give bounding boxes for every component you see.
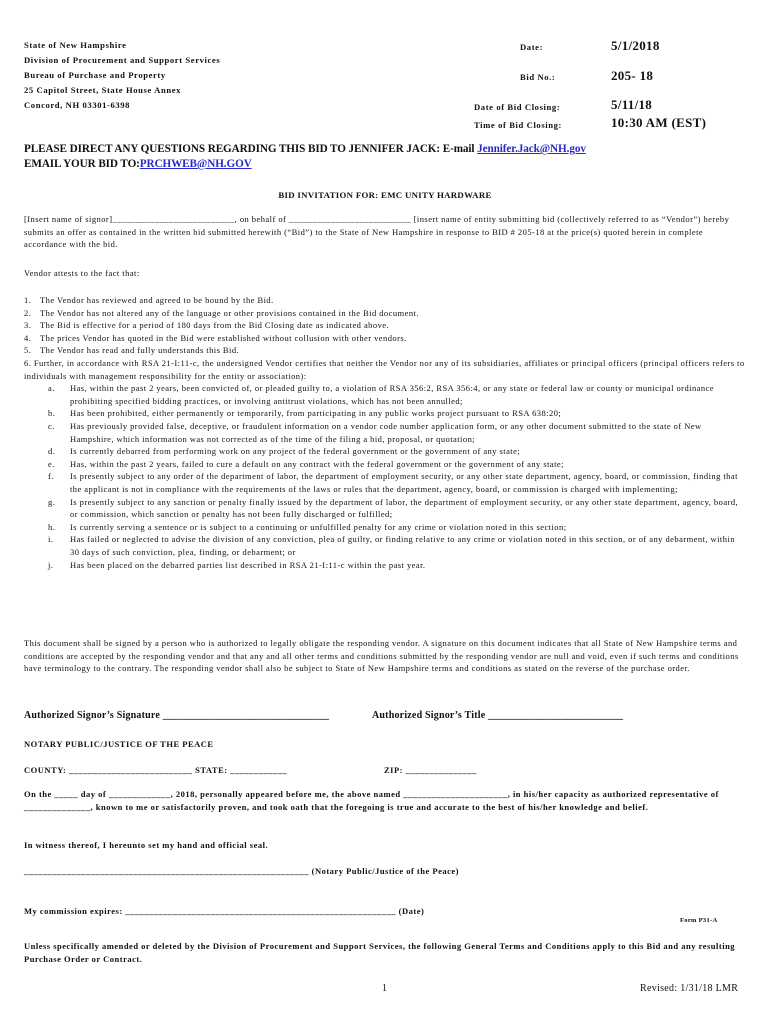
witness-line: In witness thereof, I hereunto set my hand and official seal. [24,840,269,850]
attests-line: Vendor attests to the fact that: [24,268,140,278]
list-item: c. Has previously provided false, deceptive, or fraudulent information on a vendor code number application form, or any other document submitted to the state of New Hampshire, which information was not corrected as of the time of the filing a bid, proposal, or quotation; [48,420,702,444]
org-line-state: State of New Hampshire [24,40,127,50]
questions-text: PLEASE DIRECT ANY QUESTIONS REGARDING THIS BID TO JENNIFER JACK: E-mail [24,143,478,155]
signature-paragraph: This document shall be signed by a person who is authorized to legally obligate the responding vendor. A signature on this document indicates that all State of New Hampshire terms and conditions are accepted by the responding vendor and that any and all other terms and conditions submitted by the responding vendor are null and void, even if such terms and conditions have terminology to the contrary. The responding vendor shall also be subject to State of New Hampshire terms and conditions as stated on the reverse of the purchase order. [24,638,739,674]
revised-date: Revised: 1/31/18 LMR [640,983,739,994]
list-item: e. Has, within the past 2 years, failed to cure a default on any contract with the federal government or the government of any state; [48,458,564,469]
signor-title-field[interactable]: Authorized Signor’s Title __________________________ [372,710,624,721]
notary-heading: NOTARY PUBLIC/JUSTICE OF THE PEACE [24,739,214,749]
list-item: 2. The Vendor has not altered any of the language or other provisions contained in the Bid document. [24,307,419,318]
zip-field[interactable]: ZIP: _______________ [384,765,477,775]
page-number: 1 [382,983,388,994]
notary-oath-paragraph: On the _____ day of _____________, 2018, personally appeared before me, the above named ______________________, in his/her capacity as authorized representative of ______________, known to me or satisfactorily proven, and took oath that the foregoing is true and accurate to the best of his/her knowledge and belief. [24,789,719,812]
list-item: f. Is presently subject to any order of the department of labor, the department of employment security, or any other state department, agency, board, or commission, finding that the applicant is not in compliance with the requirements of the laws or rules that the department, agency, board, or commission is charged with implementing; [48,471,738,494]
org-line-bureau: Bureau of Purchase and Property [24,70,166,80]
org-address-block [24,38,284,113]
closing-time-value: 10:30 AM (EST) [611,115,707,130]
item-6-text: 6. Further, in accordance with RSA 21-I:11-c, the undersigned Vendor certifies that neither the Vendor nor any of its subsidiaries, affiliates or principal officers (principal officers refers to individuals with management responsibility for the entity or association): [24,358,745,381]
disqualification-list [24,382,746,571]
date-label: Date: [520,42,544,52]
list-item: b. Has been prohibited, either permanently or temporarily, from participating in any public works project pursuant to RSA 638:20; [48,408,562,419]
list-item: 4. The prices Vendor has quoted in the Bid were established without collusion with other vendors. [24,332,407,343]
list-item: j. Has been placed on the debarred parties list described in RSA 21-I:11-c within the past year. [48,559,426,570]
intro-paragraph: [Insert name of signor]__________________________, on behalf of __________________________ [insert name of entity submitting bid (collectively referred to as “Vendor”) hereby submits an offer as contained in the written bid submitted herewith (“Bid”) to the State of New Hampshire in response to BID # 205-18 at the price(s) quoted herein in complete accordance with the bid. [24,214,730,250]
commission-expires-field[interactable]: My commission expires: _________________________________________________________ (Date) [24,906,425,916]
closing-date-label: Date of Bid Closing: [474,102,561,112]
general-terms-note: Unless specifically amended or deleted by the Division of Procurement and Support Services, the following General Terms and Conditions apply to this Bid and any resulting Purchase Order or Contract. [24,941,736,964]
signor-signature-field[interactable]: Authorized Signor’s Signature ________________________________ [24,710,330,721]
list-item: a. Has, within the past 2 years, been convicted of, or pleaded guilty to, a violation of RSA 356:2, RSA 356:4, or any state or federal law or county or municipal ordinance prohibiting specified bidding practices, or involving antitrust violations, which has not been annulled; [48,383,715,406]
questions-directive [24,142,754,172]
list-item: 5. The Vendor has read and fully understands this Bid. [24,345,240,356]
bid-title: BID INVITATION FOR: EMC UNITY HARDWARE [278,190,492,200]
closing-date-value: 5/11/18 [611,97,653,112]
submit-text: EMAIL YOUR BID TO: [24,158,140,170]
closing-time-label: Time of Bid Closing: [474,120,563,130]
notary-signature-field[interactable]: ____________________________________________________________ (Notary Public/Justice of the Peace) [24,866,459,876]
list-item: h. Is currently serving a sentence or is subject to a continuing or unfulfilled penalty for any crime or violation noted in this section; [48,521,567,532]
bid-no-value: 205- 18 [611,68,654,83]
date-value: 5/1/2018 [611,38,660,53]
item-6-block [24,357,746,571]
county-state-field[interactable]: COUNTY: __________________________ STATE: ____________ [24,765,288,775]
org-line-city: Concord, NH 03301-6398 [24,100,131,110]
org-line-division: Division of Procurement and Support Services [24,55,221,65]
list-item: i. Has failed or neglected to advise the division of any conviction, plea of guilty, or finding relative to any crime or violation noted in this section, or of any debarment, within 30 days of such conviction, plea, finding, or debarment; or [48,534,735,557]
attestation-list [24,294,746,357]
list-item: d. Is currently debarred from performing work on any project of the federal government or the government of any state; [48,446,521,457]
submit-email-link[interactable]: PRCHWEB@NH.GOV [139,158,252,170]
org-line-street: 25 Capitol Street, State House Annex [24,85,182,95]
list-item: 3. The Bid is effective for a period of 180 days from the Bid Closing date as indicated above. [24,320,390,331]
bid-no-label: Bid No.: [520,72,556,82]
contact-email-link[interactable]: Jennifer.Jack@NH.gov [477,143,586,155]
list-item: g. Is presently subject to any sanction or penalty finally issued by the department of labor, the department of employment security, or any other state department, agency, board, or commission, which sanction or penalty has not been fully discharged or fulfilled; [48,496,739,520]
form-number: Form P31-A [680,917,718,924]
list-item: 1. The Vendor has reviewed and agreed to be bound by the Bid. [24,295,274,305]
